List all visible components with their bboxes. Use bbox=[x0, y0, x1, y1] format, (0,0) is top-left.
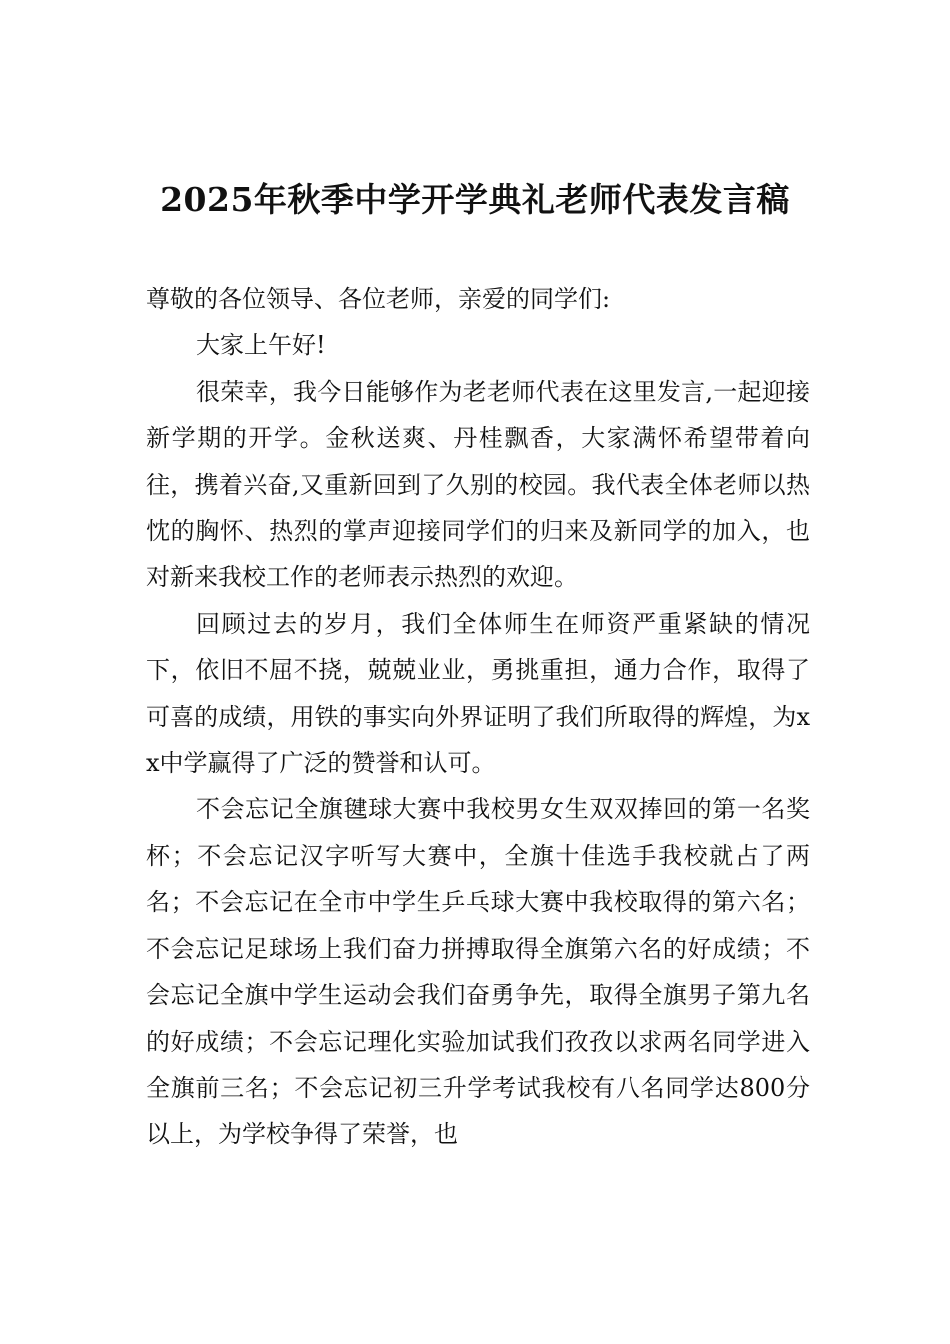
body-paragraph: 很荣幸，我今日能够作为老老师代表在这里发言,一起迎接新学期的开学。金秋送爽、丹桂飘香，大家满怀希望带着向往，携着兴奋,又重新回到了久别的校园。我代表全体老师以热忱的胸怀、热烈的掌声迎接同学们的归来及新同学的加入，也对新来我校工作的老师表示热烈的欢迎。 bbox=[146, 377, 810, 592]
body-paragraph: 回顾过去的岁月，我们全体师生在师资严重紧缺的情况下，依旧不屈不挠，兢兢业业，勇挑重担，通力合作，取得了可喜的成绩，用铁的事实向外界证明了我们所取得的辉煌，为xx中学赢得了广泛的赞誉和认可。 bbox=[146, 609, 810, 778]
greeting-paragraph: 大家上午好! bbox=[196, 331, 326, 360]
body-paragraph: 不会忘记全旗毽球大赛中我校男女生双双捧回的第一名奖杯；不会忘记汉字听写大赛中，全旗十佳选手我校就占了两名；不会忘记在全市中学生乒乓球大赛中我校取得的第六名；不会忘记足球场上我们奋力拼搏取得全旗第六名的好成绩；不会忘记全旗中学生运动会我们奋勇争先，取得全旗男子第九名的好成绩；不会忘记理化实验加试我们孜孜以求两名同学进入全旗前三名；不会忘记初三升学考试我校有八名同学达800分以上，为学校争得了荣誉，也 bbox=[146, 795, 810, 1149]
document-body bbox=[146, 276, 810, 1158]
document-title: 2025年秋季中学开学典礼老师代表发言稿 bbox=[160, 180, 790, 219]
salutation-paragraph: 尊敬的各位领导、各位老师，亲爱的同学们: bbox=[146, 285, 611, 313]
